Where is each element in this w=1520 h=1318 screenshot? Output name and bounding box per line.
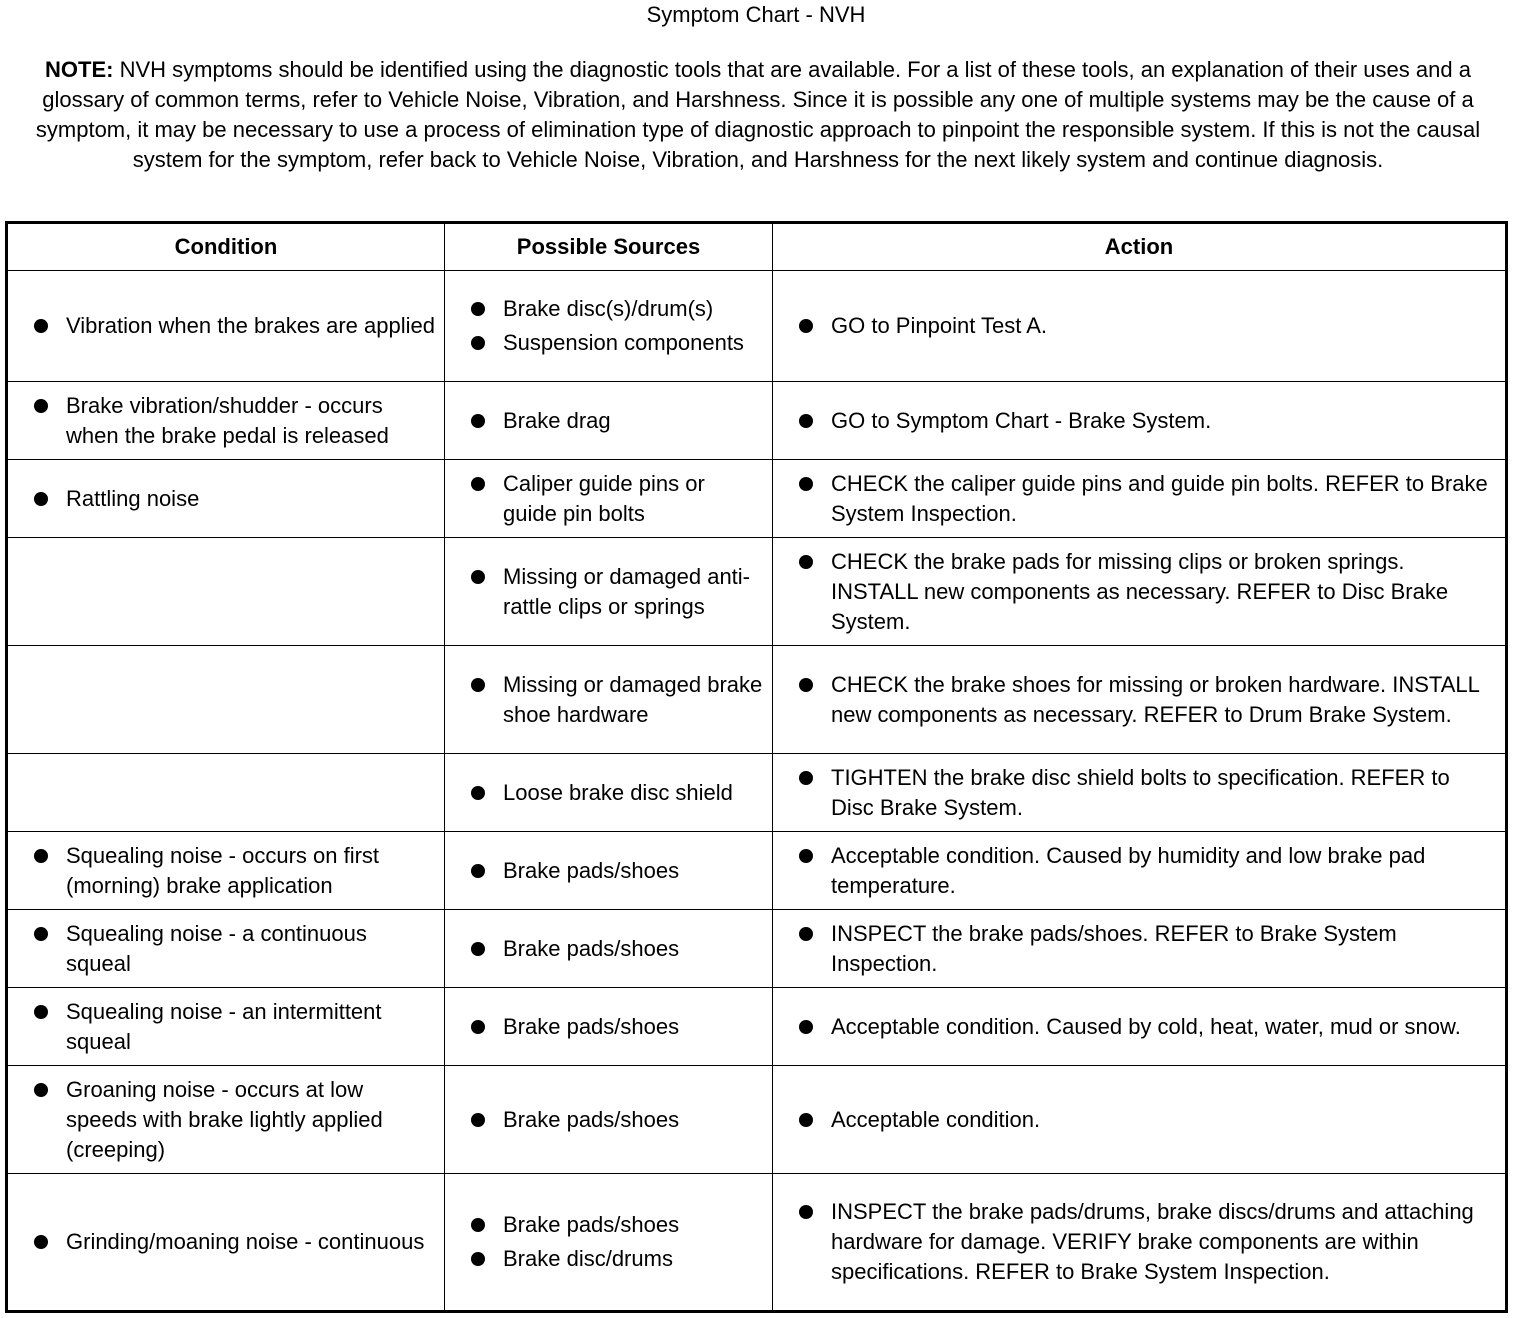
action-cell: [773, 832, 1507, 910]
table-row: [7, 910, 1507, 988]
sources-cell: [445, 1174, 773, 1312]
sources-cell: [445, 460, 773, 538]
source-item: Brake pads/shoes: [445, 1210, 772, 1240]
action-item: Acceptable condition.: [773, 1105, 1505, 1135]
sources-cell: [445, 1066, 773, 1174]
source-item: Missing or damaged brake shoe hardware: [445, 670, 772, 730]
condition-cell: [7, 271, 445, 382]
action-cell: [773, 1066, 1507, 1174]
condition-item: Squealing noise - occurs on first (morning) brake application: [8, 841, 444, 901]
action-cell: [773, 646, 1507, 754]
source-item: Brake pads/shoes: [445, 1012, 772, 1042]
source-item: Brake pads/shoes: [445, 934, 772, 964]
header-action: Action: [773, 223, 1507, 271]
table-row: [7, 538, 1507, 646]
condition-item: Vibration when the brakes are applied: [8, 311, 444, 341]
action-cell: [773, 382, 1507, 460]
note-text: NVH symptoms should be identified using the diagnostic tools that are available. For a list of these tools, an explanation of their uses and a glossary of common terms, refer to Vehicle Noise, Vibration, and Harshness. Since it is possible any one of multiple systems may be the cause of a symptom, it may be necessary to use a process of elimination type of diagnostic approach to pinpoint the responsible system. If this is not the causal system for the symptom, refer back to Vehicle Noise, Vibration, and Harshness for the next likely system and continue diagnosis.: [35, 57, 1481, 172]
condition-item: Rattling noise: [8, 484, 444, 514]
action-cell: [773, 910, 1507, 988]
header-possible-sources: Possible Sources: [445, 223, 773, 271]
symptom-chart-table: [5, 221, 1508, 1313]
action-item: GO to Symptom Chart - Brake System.: [773, 406, 1505, 436]
source-item: Brake pads/shoes: [445, 856, 772, 886]
condition-cell: [7, 538, 445, 646]
sources-cell: [445, 988, 773, 1066]
action-item: GO to Pinpoint Test A.: [773, 311, 1505, 341]
action-item: Acceptable condition. Caused by humidity and low brake pad temperature.: [773, 841, 1505, 901]
condition-cell: [7, 1066, 445, 1174]
sources-cell: [445, 754, 773, 832]
note-paragraph: [8, 55, 1508, 175]
condition-cell: [7, 832, 445, 910]
action-item: Acceptable condition. Caused by cold, heat, water, mud or snow.: [773, 1012, 1505, 1042]
table-row: [7, 646, 1507, 754]
table-row: [7, 271, 1507, 382]
source-item: Brake disc(s)/drum(s): [445, 294, 772, 324]
action-cell: [773, 988, 1507, 1066]
table-row: [7, 988, 1507, 1066]
action-item: TIGHTEN the brake disc shield bolts to specification. REFER to Disc Brake System.: [773, 763, 1505, 823]
table-row: [7, 832, 1507, 910]
source-item: Brake disc/drums: [445, 1244, 772, 1274]
sources-cell: [445, 832, 773, 910]
table-header-row: [7, 223, 1507, 271]
source-item: Suspension components: [445, 328, 772, 358]
action-item: CHECK the brake pads for missing clips or broken springs. INSTALL new components as necessary. REFER to Disc Brake System.: [773, 547, 1505, 637]
source-item: Brake pads/shoes: [445, 1105, 772, 1135]
action-cell: [773, 1174, 1507, 1312]
condition-cell: [7, 646, 445, 754]
condition-cell: [7, 382, 445, 460]
table-row: [7, 382, 1507, 460]
condition-item: Squealing noise - an intermittent squeal: [8, 997, 444, 1057]
table-row: [7, 754, 1507, 832]
condition-cell: [7, 754, 445, 832]
action-item: CHECK the brake shoes for missing or broken hardware. INSTALL new components as necessary. REFER to Drum Brake System.: [773, 670, 1505, 730]
source-item: Loose brake disc shield: [445, 778, 772, 808]
action-cell: [773, 754, 1507, 832]
action-item: CHECK the caliper guide pins and guide pin bolts. REFER to Brake System Inspection.: [773, 469, 1505, 529]
condition-item: Squealing noise - a continuous squeal: [8, 919, 444, 979]
source-item: Missing or damaged anti-rattle clips or springs: [445, 562, 772, 622]
condition-item: Brake vibration/shudder - occurs when the brake pedal is released: [8, 391, 444, 451]
condition-item: Grinding/moaning noise - continuous: [8, 1227, 444, 1257]
source-item: Caliper guide pins or guide pin bolts: [445, 469, 772, 529]
sources-cell: [445, 271, 773, 382]
table-row: [7, 1174, 1507, 1312]
condition-cell: [7, 1174, 445, 1312]
page-title: Symptom Chart - NVH: [646, 2, 866, 27]
sources-cell: [445, 910, 773, 988]
header-condition: Condition: [7, 223, 445, 271]
action-cell: [773, 271, 1507, 382]
condition-item: Groaning noise - occurs at low speeds with brake lightly applied (creeping): [8, 1075, 444, 1165]
table-row: [7, 1066, 1507, 1174]
action-cell: [773, 460, 1507, 538]
sources-cell: [445, 538, 773, 646]
source-item: Brake drag: [445, 406, 772, 436]
action-item: INSPECT the brake pads/shoes. REFER to Brake System Inspection.: [773, 919, 1505, 979]
condition-cell: [7, 988, 445, 1066]
action-item: INSPECT the brake pads/drums, brake discs/drums and attaching hardware for damage. VERIFY brake components are within specifications. REFER to Brake System Inspection.: [773, 1197, 1505, 1287]
action-cell: [773, 538, 1507, 646]
sources-cell: [445, 382, 773, 460]
condition-cell: [7, 460, 445, 538]
note-label: NOTE:: [45, 57, 114, 82]
sources-cell: [445, 646, 773, 754]
condition-cell: [7, 910, 445, 988]
table-row: [7, 460, 1507, 538]
